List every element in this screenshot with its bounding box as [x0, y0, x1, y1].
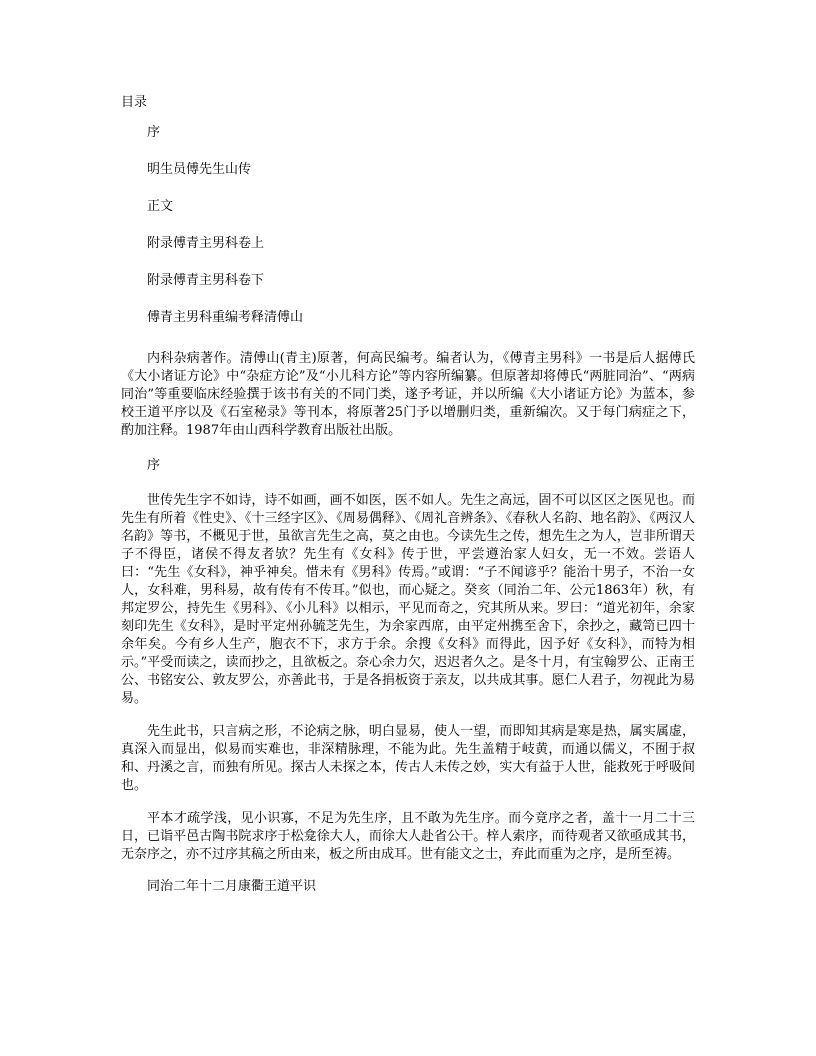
toc-item-preface[interactable]: 序: [147, 125, 161, 140]
document-page: [121, 92, 695, 898]
toc-item-appendix-vol-2[interactable]: 附录傅青主男科卷下: [147, 273, 265, 288]
toc-list: [121, 114, 695, 336]
toc-item-compilation[interactable]: 傅青主男科重编考释清傅山: [147, 310, 304, 325]
toc-item-appendix-vol-1[interactable]: 附录傅青主男科卷上: [147, 236, 265, 251]
preface-paragraph-1: 世传先生字不如诗，诗不如画，画不如医，医不如人。先生之高远，固不可以区区之医见也。而先生有所着《性史》、《十三经字区》、《周易偶释》、《周礼音辨条》、《春秋人名韵、地名韵》、《两汉人名韵》等书，不概见于世，虽欲言先生之高，莫之由也。今读先生之传，想先生之为人，岂非所谓天子不得臣，诸侯不得友者欤？先生有《女科》传于世，平尝遵治家人妇女，无一不效。尝语人曰：“先生《女科》，神乎神矣。惜未有《男科》传焉。”或谓：“子不闻谚乎？能治十男子，不治一女人，女科难，男科易，故有传有不传耳。”似也，而心疑之。癸亥（同治二年、公元1863年）秋，有邦定罗公，持先生《男科》、《小儿科》以相示，平见而奇之，究其所从来。罗曰：“道光初年，余家刻印先生《女科》，是时平定州孙毓芝先生，为余家西席，由平定州携至舍下，余抄之，藏笥已四十余年矣。今有乡人生产，胞衣不下，求方于余。余搜《女科》而得此，因予好《女科》，而特为相示。”平受而读之，读而抄之，且欲板之。奈心余力欠，迟迟者久之。是冬十月，有宝翰罗公、正南王公、书铭安公、敦友罗公，亦善此书，于是各捐板资于亲友，以共成其事。愿仁人君子，勿视此为易易。: [121, 493, 695, 706]
preface-paragraph-2: 先生此书，只言病之形，不论病之脉，明白显易，使人一望，而即知其病是寒是热，属实属虚，真深入而显出，似易而实难也，非深精脉理，不能为此。先生盖精于岐黄，而通以儒义，不囿于叔和、丹溪之言，而独有所见。探古人未探之本，传古人未传之妙，实大有益于人世，能救死于呼吸间也。: [121, 724, 695, 793]
preface-signature: 同治二年十二月康衢王道平识: [147, 879, 317, 894]
toc-item-main-text[interactable]: 正文: [147, 199, 174, 214]
toc-item-biography[interactable]: 明生员傅先生山传: [147, 162, 252, 177]
toc-title: 目录: [121, 95, 148, 110]
intro-paragraph: 内科杂病著作。清傅山(青主)原著，何高民编考。编者认为，《傅青主男科》一书是后人据傅氏《大小诸证方论》中“杂症方论”及“小儿科方论”等内容所编纂。但原著却将傅氏“两脏同治”、“两病同治”等重要临床经验撰于该书有关的不同门类，遂予考证，并以所编《大小诸证方论》为蓝本，参校王道平序以及《石室秘录》等刊本，将原著25门予以增删归类，重新编次。又于每门病症之下，酌加注释。1987年由山西科学教育出版社出版。: [121, 351, 695, 438]
preface-title: 序: [147, 458, 161, 473]
preface-paragraph-3: 平本才疏学浅，见小识寡，不足为先生序，且不敢为先生序。而今竟序之者，盖十一月二十三日，已诣平邑古陶书院求序于松龛徐大人，而徐大人赴省公干。梓人索序，而待观者又欲亟成其书，无奈序之，亦不过序其稿之所由来，板之所由成耳。世有能文之士，弃此而重为之序，是所至祷。: [121, 811, 695, 862]
